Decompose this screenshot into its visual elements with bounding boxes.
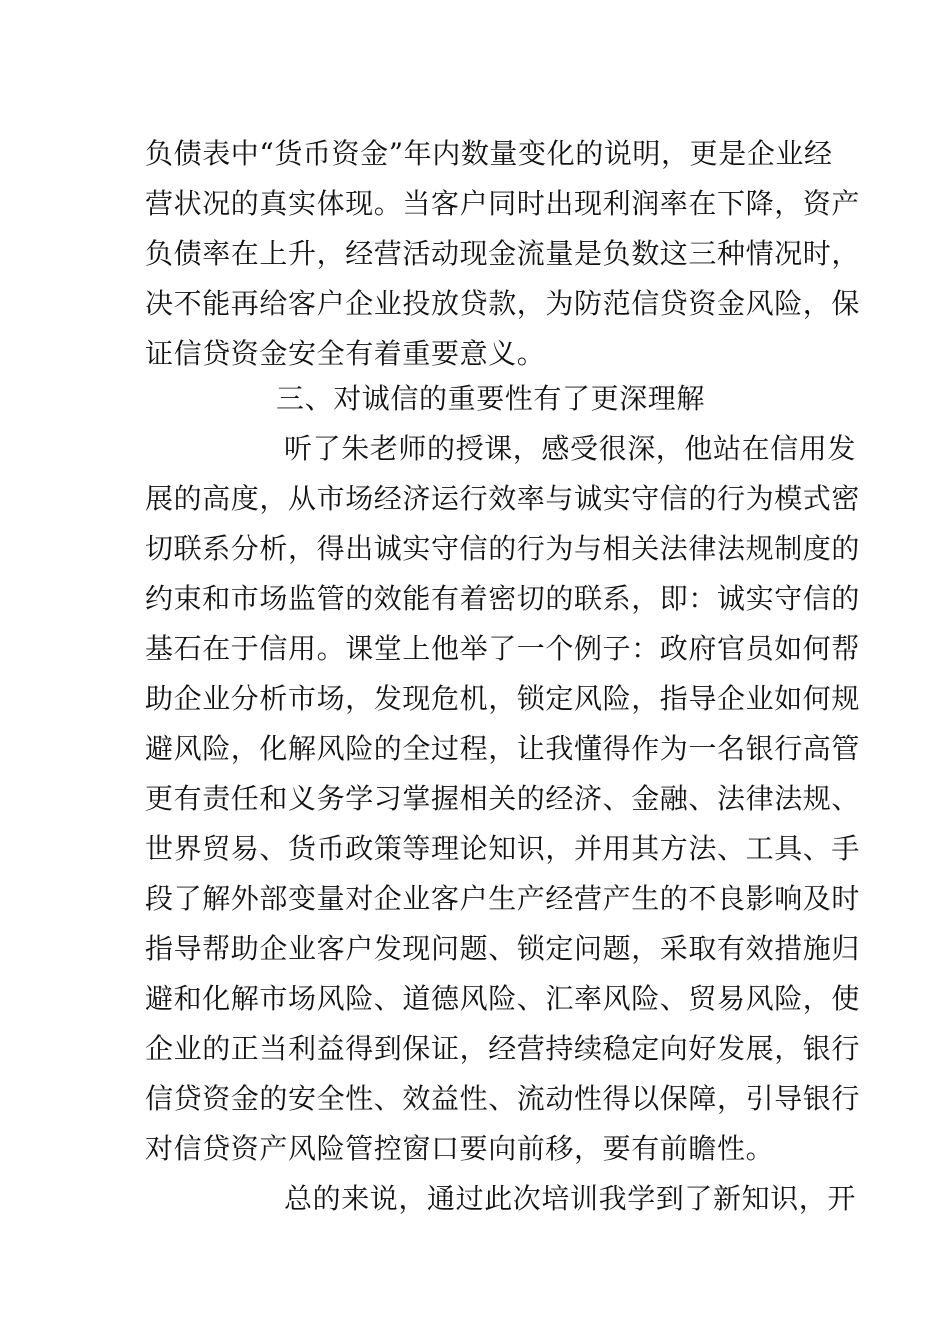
paragraph-line: 决不能再给客户企业投放贷款，为防范信贷资金风险，保 xyxy=(145,287,861,320)
paragraph-line: 基石在于信用。课堂上他举了一个例子：政府官员如何帮 xyxy=(145,632,861,665)
paragraph-line: 段了解外部变量对企业客户生产经营产生的不良影响及时 xyxy=(145,882,861,915)
section-heading: 三、对诚信的重要性有了更深理解 xyxy=(276,382,706,415)
paragraph-line: 切联系分析，得出诚实守信的行为与相关法律法规制度的 xyxy=(145,532,861,565)
paragraph-line: 指导帮助企业客户发现问题、锁定问题，采取有效措施归 xyxy=(145,932,861,965)
paragraph-line: 营状况的真实体现。当客户同时出现利润率在下降，资产 xyxy=(145,187,861,220)
paragraph-line: 信贷资金的安全性、效益性、流动性得以保障，引导银行 xyxy=(145,1082,861,1115)
paragraph-line: 听了朱老师的授课，感受很深，他站在信用发 xyxy=(284,432,857,465)
paragraph-line: 展的高度，从市场经济运行效率与诚实守信的行为模式密 xyxy=(145,482,861,515)
paragraph-line: 更有责任和义务学习掌握相关的经济、金融、法律法规、 xyxy=(145,782,861,815)
paragraph-line: 负债率在上升，经营活动现金流量是负数这三种情况时， xyxy=(145,237,861,270)
paragraph-line: 对信贷资产风险管控窗口要向前移，要有前瞻性。 xyxy=(145,1132,775,1165)
paragraph-line: 助企业分析市场，发现危机，锁定风险，指导企业如何规 xyxy=(145,682,861,715)
paragraph-line: 世界贸易、货币政策等理论知识，并用其方法、工具、手 xyxy=(145,832,861,865)
paragraph-line: 总的来说，通过此次培训我学到了新知识，开 xyxy=(284,1182,857,1215)
paragraph-line: 企业的正当利益得到保证，经营持续稳定向好发展，银行 xyxy=(145,1032,861,1065)
paragraph-line: 证信贷资金安全有着重要意义。 xyxy=(145,337,546,370)
paragraph-line: 避和化解市场风险、道德风险、汇率风险、贸易风险，使 xyxy=(145,982,861,1015)
paragraph-line: 负债表中“货币资金”年内数量变化的说明，更是企业经 xyxy=(145,137,833,170)
paragraph-line: 约束和市场监管的效能有着密切的联系，即：诚实守信的 xyxy=(145,582,861,615)
paragraph-line: 避风险，化解风险的全过程，让我懂得作为一名银行高管 xyxy=(145,732,861,765)
